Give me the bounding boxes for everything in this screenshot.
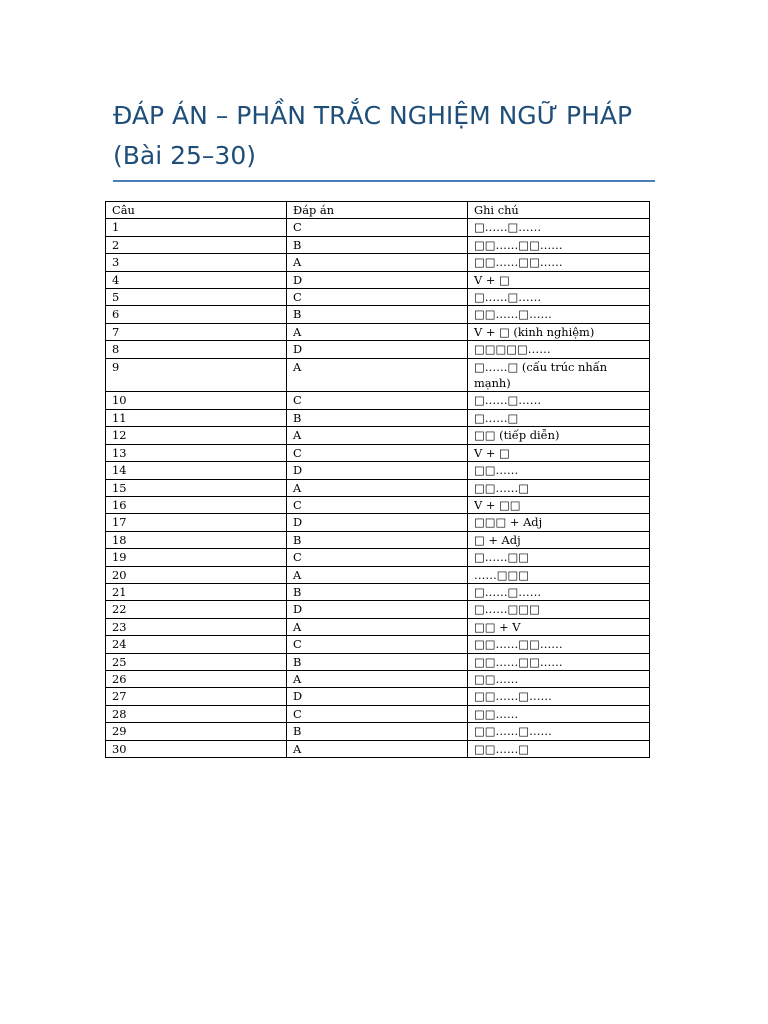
question-number: 29 (106, 723, 287, 740)
answer-letter: B (287, 723, 468, 740)
grammar-note: □□ (tiếp diễn) (468, 427, 650, 444)
question-number: 13 (106, 444, 287, 461)
grammar-note: ……□□□ (468, 566, 650, 583)
question-number: 20 (106, 566, 287, 583)
grammar-note: □□ + V (468, 618, 650, 635)
answer-letter: B (287, 236, 468, 253)
table-row (106, 427, 650, 444)
grammar-note: □……□ (cấu trúc nhấn mạnh) (468, 358, 650, 392)
grammar-note: V + □□ (468, 496, 650, 513)
table-row (106, 289, 650, 306)
answer-letter: C (287, 636, 468, 653)
answer-letter: A (287, 670, 468, 687)
table-row (106, 670, 650, 687)
table-row (106, 583, 650, 600)
grammar-note: V + □ (468, 271, 650, 288)
question-number: 25 (106, 653, 287, 670)
question-number: 17 (106, 514, 287, 531)
question-number: 19 (106, 549, 287, 566)
table-row (106, 254, 650, 271)
grammar-note: □□……□…… (468, 723, 650, 740)
question-number: 8 (106, 341, 287, 358)
header-answer: Đáp án (287, 202, 468, 219)
question-number: 16 (106, 496, 287, 513)
question-number: 9 (106, 358, 287, 392)
answer-letter: C (287, 705, 468, 722)
grammar-note: □□□□□…… (468, 341, 650, 358)
table-row (106, 392, 650, 409)
table-row (106, 462, 650, 479)
question-number: 21 (106, 583, 287, 600)
question-number: 2 (106, 236, 287, 253)
table-row (106, 341, 650, 358)
grammar-note: □……□ (468, 409, 650, 426)
answer-letter: A (287, 566, 468, 583)
table-row (106, 236, 650, 253)
question-number: 10 (106, 392, 287, 409)
table-row (106, 358, 650, 392)
answer-letter: A (287, 323, 468, 340)
question-number: 23 (106, 618, 287, 635)
answer-letter: C (287, 219, 468, 236)
grammar-note: □……□□□ (468, 601, 650, 618)
table-header-row (106, 202, 650, 219)
question-number: 27 (106, 688, 287, 705)
grammar-note: □□……□□…… (468, 236, 650, 253)
table-row (106, 549, 650, 566)
grammar-note: □□…… (468, 705, 650, 722)
grammar-note: □……□…… (468, 583, 650, 600)
table-row (106, 514, 650, 531)
table-row (106, 479, 650, 496)
title-underline (113, 180, 655, 182)
table-row (106, 496, 650, 513)
answer-letter: D (287, 341, 468, 358)
grammar-note: □□……□□…… (468, 653, 650, 670)
answer-letter: D (287, 514, 468, 531)
answer-letter: A (287, 427, 468, 444)
answer-letter: B (287, 653, 468, 670)
question-number: 4 (106, 271, 287, 288)
table-row (106, 740, 650, 757)
table-row (106, 705, 650, 722)
answer-letter: D (287, 601, 468, 618)
question-number: 22 (106, 601, 287, 618)
table-row (106, 688, 650, 705)
table-row (106, 653, 650, 670)
question-number: 7 (106, 323, 287, 340)
answer-letter: C (287, 444, 468, 461)
answer-letter: C (287, 549, 468, 566)
grammar-note: □□……□ (468, 740, 650, 757)
grammar-note: □……□…… (468, 289, 650, 306)
question-number: 15 (106, 479, 287, 496)
question-number: 24 (106, 636, 287, 653)
answer-letter: C (287, 496, 468, 513)
table-body (106, 219, 650, 758)
answer-letter: D (287, 462, 468, 479)
grammar-note: □□……□…… (468, 688, 650, 705)
question-number: 12 (106, 427, 287, 444)
question-number: 14 (106, 462, 287, 479)
question-number: 28 (106, 705, 287, 722)
question-number: 18 (106, 531, 287, 548)
answer-letter: A (287, 358, 468, 392)
table-row (106, 323, 650, 340)
answer-letter: A (287, 254, 468, 271)
table-row (106, 219, 650, 236)
question-number: 11 (106, 409, 287, 426)
grammar-note: □□□ + Adj (468, 514, 650, 531)
answer-letter: C (287, 392, 468, 409)
answer-letter: A (287, 618, 468, 635)
grammar-note: □……□…… (468, 392, 650, 409)
answer-letter: A (287, 479, 468, 496)
grammar-note: □ + Adj (468, 531, 650, 548)
answer-letter: B (287, 531, 468, 548)
grammar-note: □□……□□…… (468, 254, 650, 271)
table-row (106, 271, 650, 288)
question-number: 26 (106, 670, 287, 687)
document-title: ĐÁP ÁN – PHẦN TRẮC NGHIỆM NGỮ PHÁP (Bài 25–30) (113, 101, 633, 170)
table-row (106, 531, 650, 548)
grammar-note: □□……□…… (468, 306, 650, 323)
table-row (106, 444, 650, 461)
grammar-note: □□……□ (468, 479, 650, 496)
table-row (106, 636, 650, 653)
question-number: 6 (106, 306, 287, 323)
grammar-note: □□…… (468, 670, 650, 687)
answer-letter: C (287, 289, 468, 306)
table-row (106, 618, 650, 635)
answer-letter: B (287, 583, 468, 600)
grammar-note: V + □ (468, 444, 650, 461)
grammar-note: □□…… (468, 462, 650, 479)
table-row (106, 566, 650, 583)
answer-letter: A (287, 740, 468, 757)
grammar-note: □……□□ (468, 549, 650, 566)
answer-table (105, 201, 650, 758)
table-row (106, 723, 650, 740)
header-question: Câu (106, 202, 287, 219)
table-row (106, 409, 650, 426)
grammar-note: □……□…… (468, 219, 650, 236)
grammar-note: V + □ (kinh nghiệm) (468, 323, 650, 340)
answer-letter: D (287, 271, 468, 288)
answer-letter: D (287, 688, 468, 705)
question-number: 30 (106, 740, 287, 757)
table-row (106, 601, 650, 618)
header-note: Ghi chú (468, 202, 650, 219)
answer-letter: B (287, 409, 468, 426)
question-number: 5 (106, 289, 287, 306)
table-row (106, 306, 650, 323)
question-number: 1 (106, 219, 287, 236)
answer-letter: B (287, 306, 468, 323)
question-number: 3 (106, 254, 287, 271)
grammar-note: □□……□□…… (468, 636, 650, 653)
